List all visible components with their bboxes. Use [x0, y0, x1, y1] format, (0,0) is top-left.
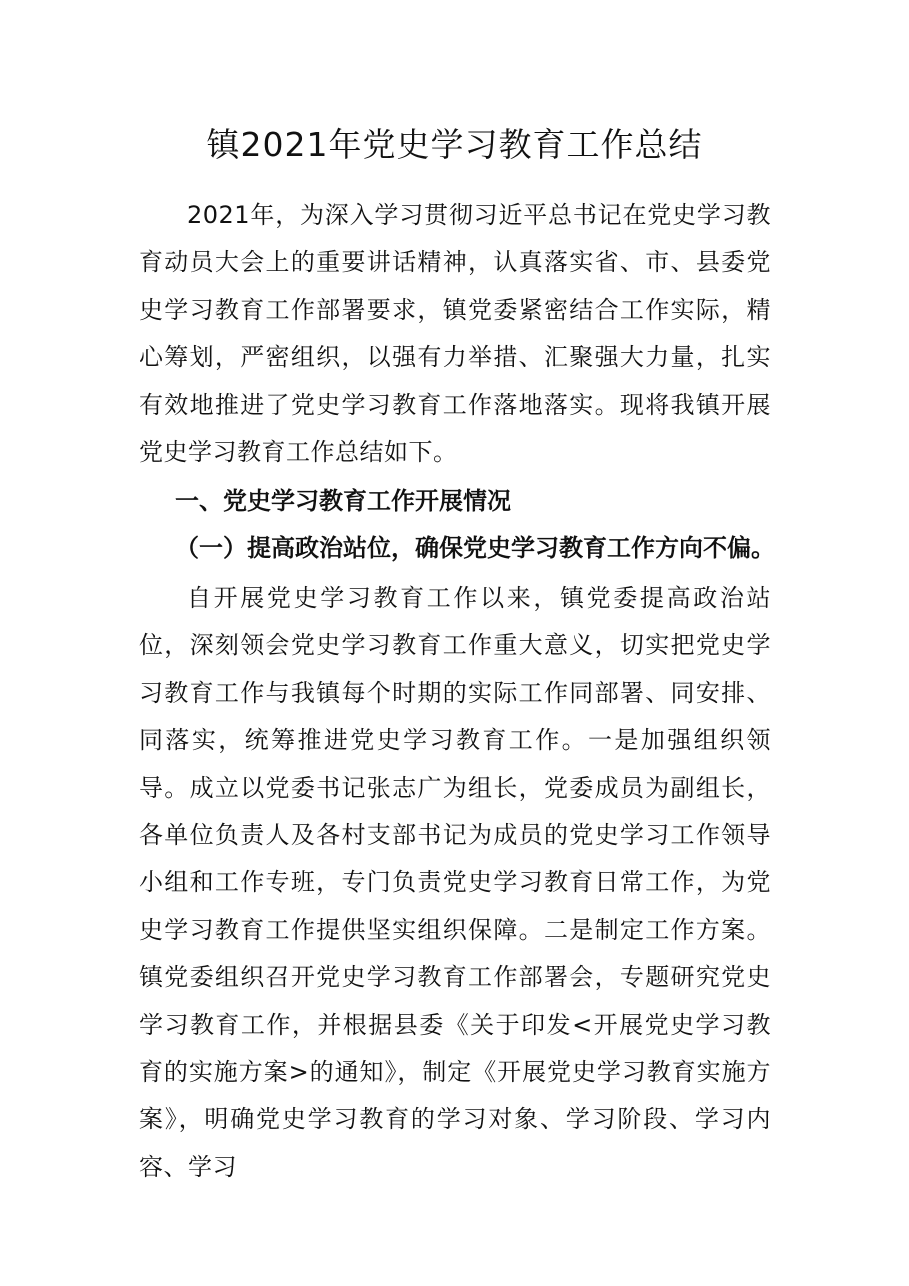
document-title: 镇2021年党史学习教育工作总结	[206, 125, 703, 164]
intro-paragraph: 2021年，为深入学习贯彻习近平总书记在党史学习教育动员大会上的重要讲话精神，认真落实省、市、县委党史学习教育工作部署要求，镇党委紧密结合工作实际，精心筹划，严密组织，以强有力举措、汇聚强大力量，扎实有效地推进了党史学习教育工作落地落实。现将我镇开展党史学习教育工作总结如下。	[139, 201, 771, 467]
subsection-heading: （一）提高政治站位，确保党史学习教育工作方向不偏。	[175, 534, 775, 562]
body-paragraph: 自开展党史学习教育工作以来，镇党委提高政治站位，深刻领会党史学习教育工作重大意义，切实把党史学习教育工作与我镇每个时期的实际工作同部署、同安排、同落实，统筹推进党史学习教育工作。一是加强组织领导。成立以党委书记张志广为组长，党委成员为副组长，各单位负责人及各村支部书记为成员的党史学习工作领导小组和工作专班，专门负责党史学习教育日常工作，为党史学习教育工作提供坚实组织保障。二是制定工作方案。镇党委组织召开党史学习教育工作部署会，专题研究党史学习教育工作，并根据县委《关于印发<开展党史学习教育的实施方案>的通知》，制定《开展党史学习教育实施方案》，明确党史学习教育的学习对象、学习阶段、学习内容、学习	[139, 584, 771, 1181]
section-heading: 一、党史学习教育工作开展情况	[175, 487, 511, 515]
